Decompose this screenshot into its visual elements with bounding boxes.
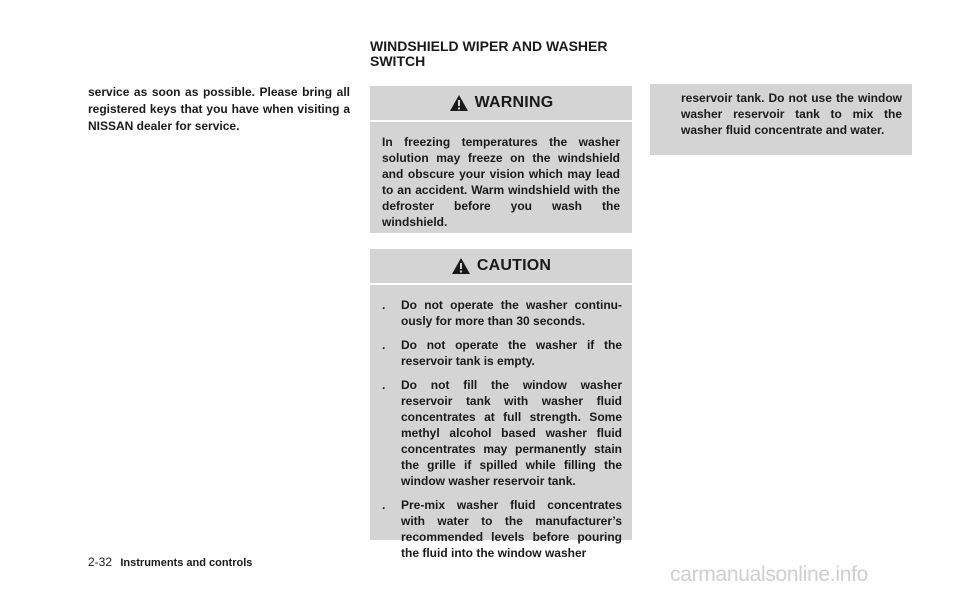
intro-paragraph: service as soon as possible. Please bring all registered keys that you have when visiting a NISSAN dealer for service. <box>88 85 350 133</box>
warning-title: WARNING <box>474 94 554 111</box>
list-item: . Do not operate the washer if the reservoir tank is empty. <box>382 338 622 368</box>
caution-list <box>370 285 632 577</box>
caution-title: CAUTION <box>476 257 552 274</box>
section-title: WINDSHIELD WIPER AND WASHER SWITCH <box>370 38 608 69</box>
list-item: . Pre-mix washer fluid concentrates with water to the manufacturer’s recommended levels before pouring the fluid into the window washer <box>382 498 622 560</box>
bullet: . <box>382 338 386 352</box>
list-item: . Do not operate the washer continu-ously for more than 30 seconds. <box>382 298 622 328</box>
bullet: . <box>382 378 386 392</box>
page-number: 2-32 <box>88 555 113 569</box>
watermark: carmanualsonline.info <box>670 563 868 586</box>
warning-box <box>370 86 632 233</box>
bullet: . <box>382 498 386 512</box>
page-footer <box>88 555 252 570</box>
caution-header <box>370 249 632 285</box>
warning-header <box>370 86 632 122</box>
warning-triangle-icon <box>451 257 471 275</box>
bullet: . <box>382 298 386 312</box>
list-item: . Do not fill the window washer reservoir tank with washer fluid concentrates at full strength. Some methyl alcohol based washer fluid concentrates may permanently stain the grille if spilled while filling the window washer reservoir tank. <box>382 378 622 488</box>
warning-triangle-icon <box>449 94 469 112</box>
footer-section-label: Instruments and controls <box>120 557 253 569</box>
caution-continuation-box <box>650 84 912 155</box>
warning-body: In freezing temperatures the washer solution may freeze on the windshield and obscure your vision which may lead to an accident. Warm windshield with the defroster before you wash the windshield. <box>382 135 620 229</box>
caution-continuation-text: reservoir tank. Do not use the window washer reservoir tank to mix the washer fluid concentrate and water. <box>681 91 902 137</box>
caution-box <box>370 249 632 560</box>
